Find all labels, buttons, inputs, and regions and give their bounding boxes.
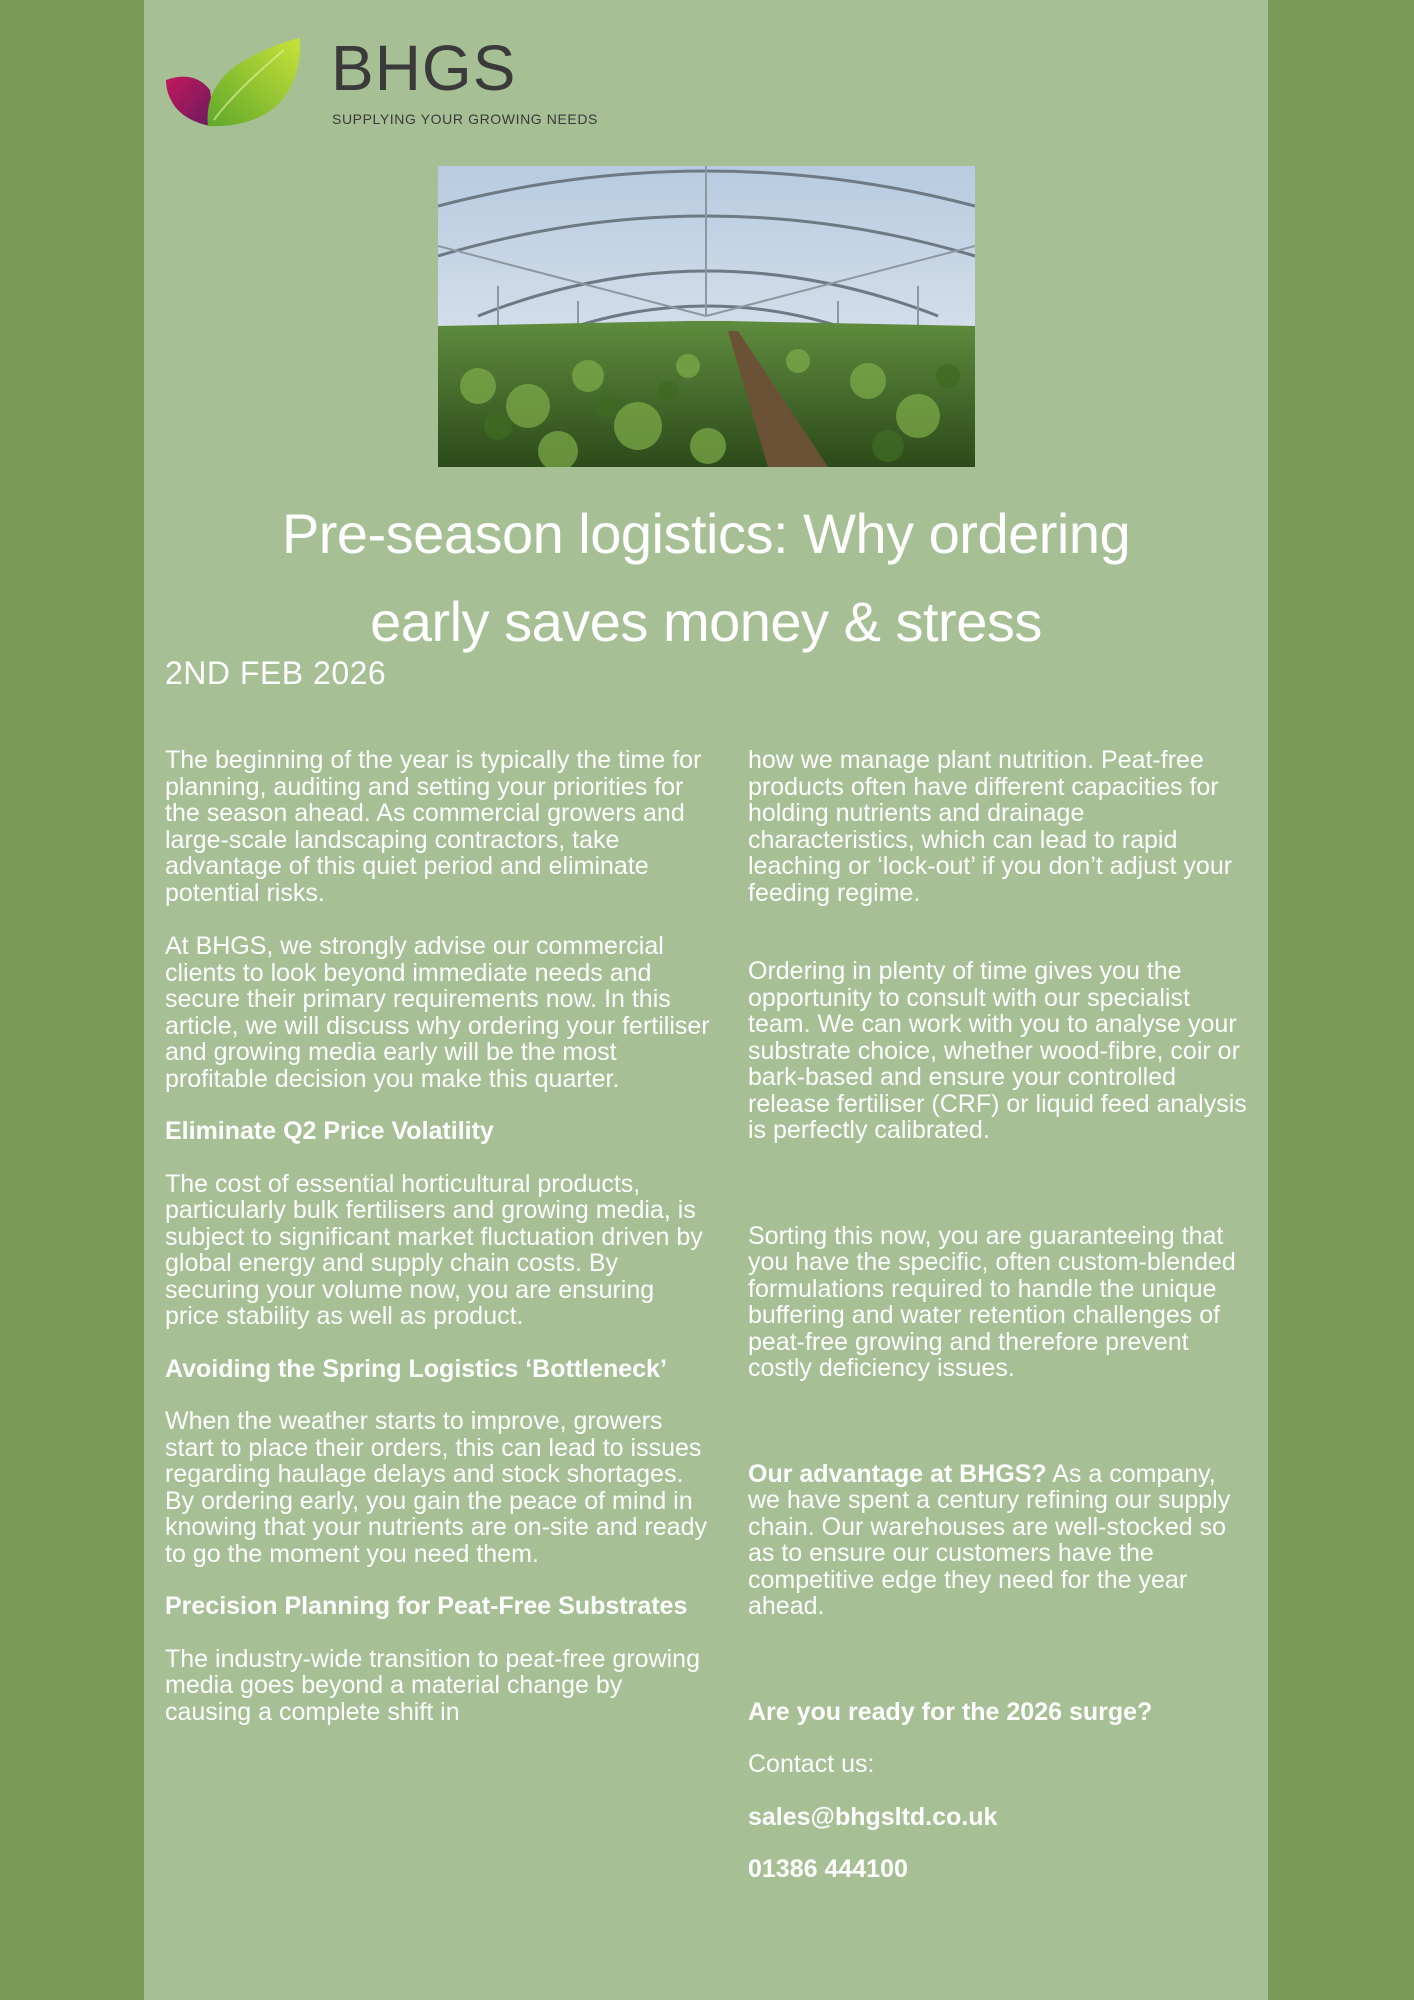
article-title-line-2: early saves money & stress [370,590,1042,653]
paragraph: The beginning of the year is typically the time for planning, auditing and setting your priorities for the season ahead. As commercial growers and large-scale landscaping contractors, take advantage of this quiet period and eliminate potential risks. [165,746,702,907]
article-date: 2ND FEB 2026 [165,655,387,691]
section-heading: Precision Planning for Peat-Free Substrates [165,1592,688,1620]
brand-tagline: SUPPLYING YOUR GROWING NEEDS [332,111,598,127]
advantage-heading: Our advantage at BHGS? [748,1459,1047,1488]
phone-number[interactable]: 01386 444100 [748,1855,908,1883]
paragraph: how we manage plant nutrition. Peat-free products often have different capacities for holding nutrients and drainage characteristics, which can lead to rapid leaching or ‘lock-out’ if you don’t adjust your feeding regime. [748,746,1233,907]
article-title [144,490,1268,666]
brand-name: BHGS [331,32,517,104]
cta-heading: Are you ready for the 2026 surge? [748,1697,1153,1726]
paragraph: The cost of essential horticultural products, particularly bulk fertilisers and growing media, is subject to significant market fluctuation driven by global energy and supply chain costs. By securing your volume now, you are ensuring price stability as well as product. [165,1169,703,1330]
article-title-line-1: Pre-season logistics: Why ordering [281,502,1131,565]
paragraph: When the weather starts to improve, growers start to place their orders, this can lead to issues regarding haulage delays and stock shortages. By ordering early, you gain the peace of mind in knowing that your nutrients are on-site and ready to go the moment you need them. [165,1407,707,1568]
article-page [144,0,1268,2000]
section-heading: Avoiding the Spring Logistics ‘Bottleneck’ [165,1354,667,1383]
section-heading: Eliminate Q2 Price Volatility [165,1117,494,1145]
paragraph [748,1461,1254,1620]
paragraph: At BHGS, we strongly advise our commercial clients to look beyond immediate needs and secure their primary requirements now. In this article, we will discuss why ordering your fertiliser and growing media early will be the most profitable decision you make this quarter. [165,932,710,1093]
contact-label: Contact us: [748,1750,875,1778]
article-column-left [165,747,713,1725]
paragraph: The industry-wide transition to peat-free growing media goes beyond a material change by causing a complete shift in [165,1644,700,1726]
article-column-right [748,747,1254,1883]
paragraph: Sorting this now, you are guaranteeing that you have the specific, often custom-blended formulations required to handle the unique buffering and water retention challenges of peat-free growing and therefore prevent costly deficiency issues. [748,1221,1236,1382]
advantage-text: As a company, we have spent a century refining our supply chain. Our warehouses are well-stocked so as to ensure our customers have the competitive edge they need for the year ahead. [748,1459,1231,1620]
bhgs-leaf-logo-icon [164,36,304,130]
paragraph: Ordering in plenty of time gives you the opportunity to consult with our specialist team. We can work with you to analyse your substrate choice, whether wood-fibre, coir or bark-based and ensure your controlled release fertiliser (CRF) or liquid feed analysis is perfectly calibrated. [748,957,1247,1144]
greenhouse-photo [438,166,975,467]
email-link[interactable]: sales@bhgsltd.co.uk [748,1802,998,1831]
